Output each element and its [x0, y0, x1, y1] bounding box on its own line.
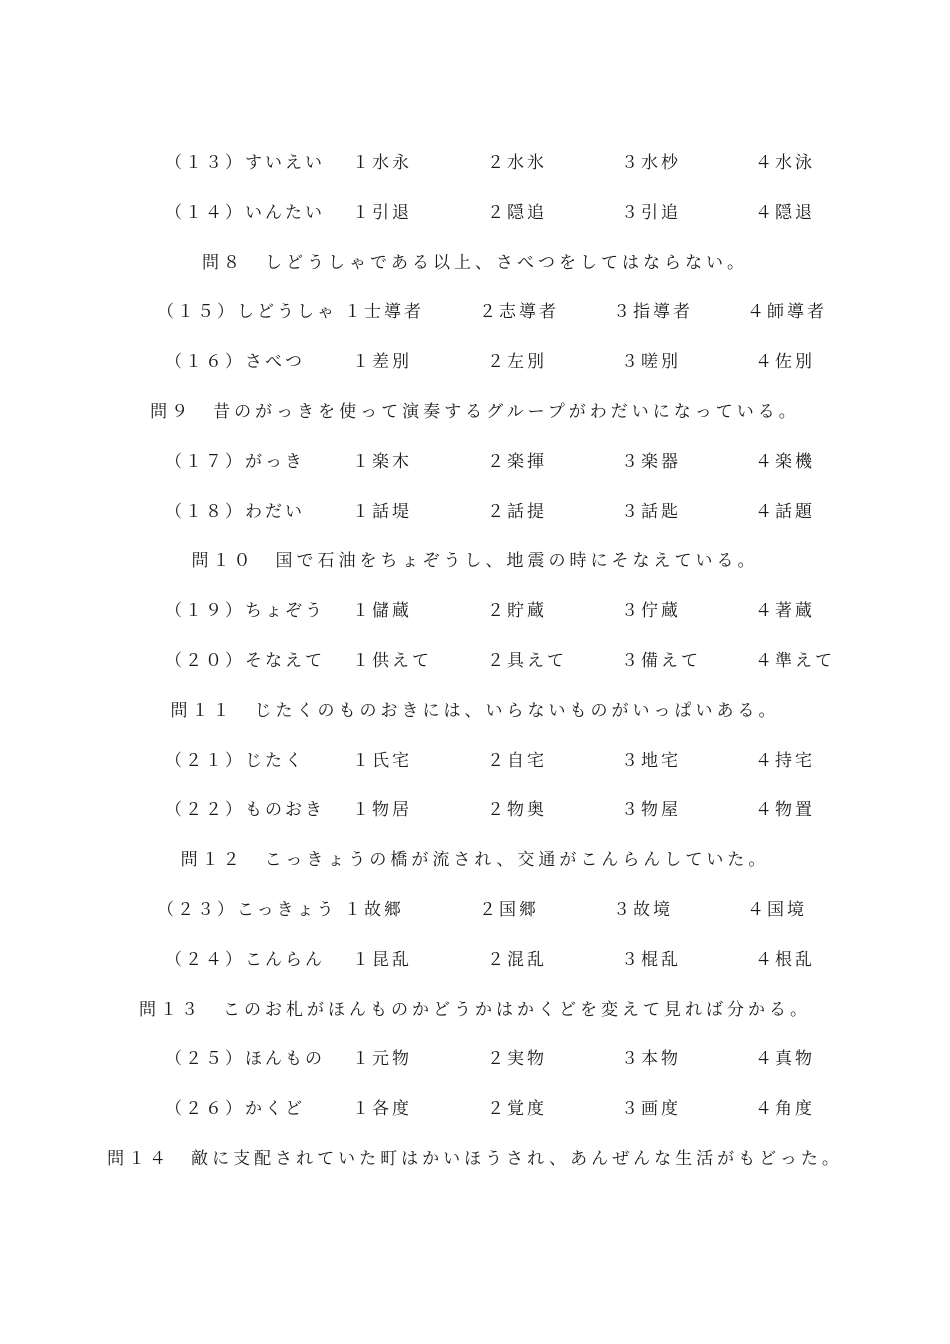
answer-option: ４師導者 [747, 302, 827, 323]
answer-option: ２混乱 [487, 949, 547, 970]
answer-option: １楽木 [352, 451, 412, 472]
answer-row [0, 1044, 950, 1074]
answer-option: ３佇蔵 [621, 601, 681, 622]
answer-row [0, 596, 950, 626]
answer-option: ２隠追 [487, 202, 547, 223]
reading-label: （１７）がっき [165, 451, 305, 472]
reading-label: （２２）ものおき [165, 800, 325, 821]
reading-label: （２１）じたく [165, 750, 305, 771]
answer-option: ３話匙 [621, 501, 681, 522]
answer-option: ２実物 [487, 1049, 547, 1070]
answer-row [0, 945, 950, 975]
answer-option: １氏宅 [352, 750, 412, 771]
question-sentence: 問１１ じたくのものおきには、いらないものがいっぱいある。 [170, 700, 780, 721]
answer-row [0, 795, 950, 825]
answer-option: １話堤 [352, 501, 412, 522]
question-header [0, 1144, 950, 1174]
answer-option: １昆乱 [352, 949, 412, 970]
answer-option: ３物屋 [621, 800, 681, 821]
answer-option: ４佐別 [755, 352, 815, 373]
question-sentence: 問８ しどうしゃである以上、さべつをしてはならない。 [202, 252, 748, 273]
answer-row [0, 895, 950, 925]
answer-option: ４国境 [747, 900, 807, 920]
answer-option: ４水泳 [755, 153, 815, 173]
question-header [0, 845, 950, 875]
question-header [0, 995, 950, 1025]
answer-option: ３楽器 [621, 451, 681, 472]
reading-label: （２０）そなえて [165, 651, 325, 671]
answer-option: １元物 [352, 1049, 412, 1070]
answer-option: １各度 [352, 1099, 412, 1120]
question-header [0, 696, 950, 726]
answer-row [0, 1094, 950, 1124]
answer-option: ２左別 [487, 352, 547, 373]
answer-option: ２水氷 [487, 153, 547, 173]
reading-label: （２４）こんらん [165, 949, 325, 970]
answer-row [0, 297, 950, 327]
answer-option: ３本物 [621, 1049, 681, 1070]
answer-option: ４真物 [755, 1049, 815, 1070]
answer-option: ４物置 [755, 800, 815, 821]
answer-option: ３画度 [621, 1099, 681, 1120]
reading-label: （１８）わだい [165, 501, 305, 522]
answer-option: ３嗟別 [621, 352, 681, 373]
answer-row [0, 497, 950, 527]
answer-option: ４隠退 [755, 202, 815, 223]
answer-option: ４持宅 [755, 750, 815, 771]
answer-option: ３備えて [621, 651, 701, 671]
answer-option: １物居 [352, 800, 412, 821]
reading-label: （２５）ほんもの [165, 1049, 325, 1070]
answer-option: ２貯蔵 [487, 601, 547, 622]
answer-option: ３故境 [613, 900, 673, 920]
answer-option: ２楽揮 [487, 451, 547, 472]
reading-label: （１６）さべつ [165, 352, 305, 373]
question-header [0, 546, 950, 576]
answer-option: ２自宅 [487, 750, 547, 771]
reading-label: （１４）いんたい [165, 202, 325, 223]
answer-row [0, 447, 950, 477]
answer-option: １引退 [352, 202, 412, 223]
reading-label: （１５）しどうしゃ [157, 302, 337, 323]
answer-option: ２具えて [487, 651, 567, 671]
answer-row [0, 746, 950, 776]
question-sentence: 問９ 昔のがっきを使って演奏するグループがわだいになっている。 [150, 402, 800, 422]
question-sentence: 問１３ このお札がほんものかどうかはかくどを変えて見れば分かる。 [139, 999, 811, 1020]
answer-option: ４準えて [755, 651, 835, 671]
reading-label: （２３）こっきょう [157, 900, 337, 920]
question-header [0, 397, 950, 427]
reading-label: （２６）かくど [165, 1099, 305, 1120]
answer-option: １差別 [352, 352, 412, 373]
answer-row [0, 148, 950, 178]
answer-option: １故郷 [344, 900, 404, 920]
question-sentence: 問１４ 敵に支配されていた町はかいほうされ、あんぜんな生活がもどった。 [107, 1149, 843, 1169]
answer-option: １供えて [352, 651, 432, 671]
answer-option: ２物奥 [487, 800, 547, 821]
answer-option: ２話提 [487, 501, 547, 522]
answer-row [0, 347, 950, 377]
answer-option: ３地宅 [621, 750, 681, 771]
question-sentence: 問１２ こっきょうの橋が流され、交通がこんらんしていた。 [180, 850, 770, 871]
answer-option: ４話題 [755, 501, 815, 522]
answer-option: ２志導者 [479, 302, 559, 323]
answer-row [0, 646, 950, 676]
answer-option: １士導者 [344, 302, 424, 323]
question-header [0, 248, 950, 278]
answer-option: ４根乱 [755, 949, 815, 970]
answer-option: ２覚度 [487, 1099, 547, 1120]
reading-label: （１９）ちょぞう [165, 601, 325, 622]
answer-option: １儲蔵 [352, 601, 412, 622]
answer-row [0, 198, 950, 228]
answer-option: ４楽機 [755, 451, 815, 472]
question-sentence: 問１０ 国で石油をちょぞうし、地震の時にそなえている。 [191, 551, 759, 572]
answer-option: ３引追 [621, 202, 681, 223]
reading-label: （１３）すいえい [165, 153, 325, 173]
answer-option: １水永 [352, 153, 412, 173]
answer-option: ２国郷 [479, 900, 539, 920]
answer-option: ４角度 [755, 1099, 815, 1120]
answer-option: ３棍乱 [621, 949, 681, 970]
answer-option: ４著蔵 [755, 601, 815, 622]
answer-option: ３指導者 [613, 302, 693, 323]
answer-option: ３水杪 [621, 153, 681, 173]
